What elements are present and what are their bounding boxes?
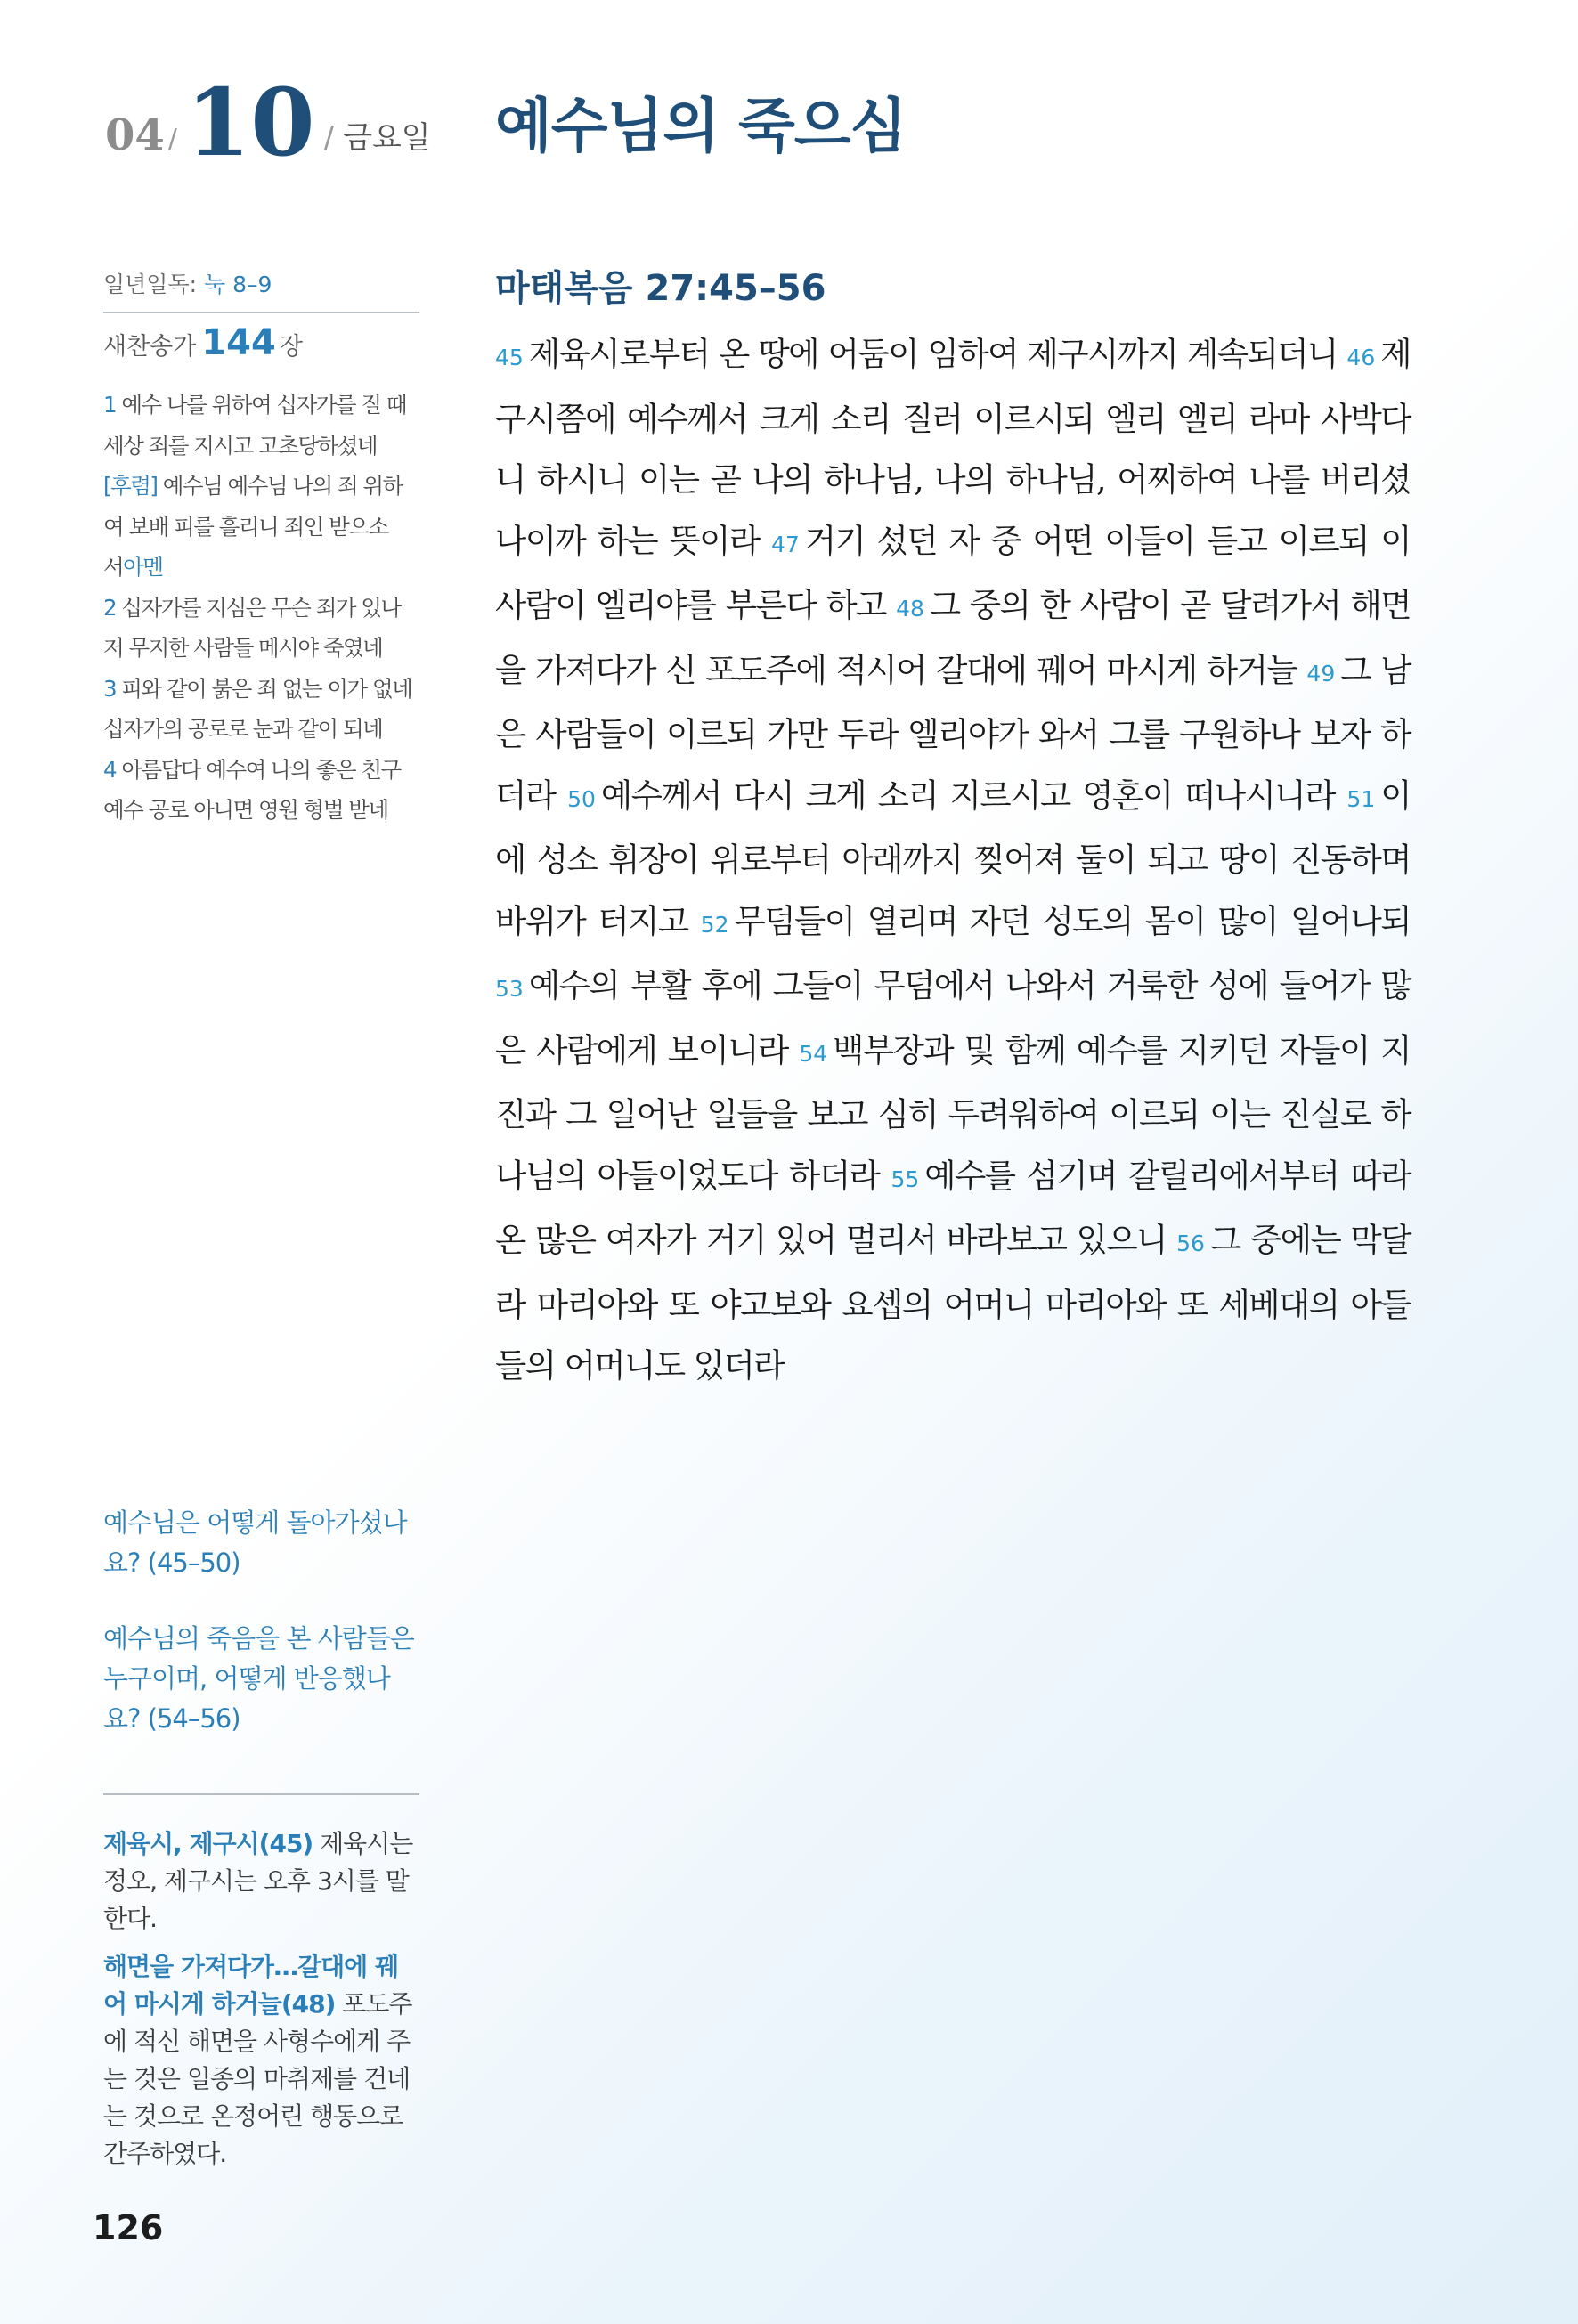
hymn-line xyxy=(103,750,419,791)
divider xyxy=(103,312,419,313)
verse-number: 1 xyxy=(103,392,122,418)
page-number: 126 xyxy=(93,2208,164,2247)
note-term: 제육시, 제구시(45) xyxy=(103,1829,313,1858)
verse-number: 52 xyxy=(700,911,729,938)
verse-text: 그 중에는 막달라 마리아와 또 야고보와 요셉의 어머니 마리아와 또 세베대의 아들들의 어머니도 있더라 xyxy=(495,1221,1411,1385)
verse-text: 거기 섰던 자 중 어떤 이들이 듣고 이르되 이 사람이 엘리야를 부른다 하고 xyxy=(495,521,1411,624)
verse-text: 무덤들이 열리며 자던 성도의 몸이 많이 일어나되 xyxy=(734,901,1411,940)
word-notes xyxy=(103,1825,419,2183)
hymn-line xyxy=(103,628,419,669)
day: 10 xyxy=(185,68,315,177)
hymn-line xyxy=(103,385,419,426)
verse-number: 56 xyxy=(1176,1231,1205,1256)
verse-text: 제구시쯤에 예수께서 크게 소리 질러 이르시되 엘리 엘리 라마 사박다니 하시니 이는 곧 나의 하나님, 나의 하나님, 어찌하여 나를 버리셨나이까 하는 뜻이라 xyxy=(495,335,1411,560)
verse-number: 55 xyxy=(891,1166,920,1192)
hymn-line-text: 예수 나를 위하여 십자가를 질 때 xyxy=(121,392,406,418)
verse-number: 46 xyxy=(1346,345,1376,370)
verse-text: 예수를 섬기며 갈릴리에서부터 따라온 많은 여자가 거기 있어 멀리서 바라보고 있으니 xyxy=(495,1156,1411,1259)
verse-number: 45 xyxy=(495,345,524,370)
verse-number: 51 xyxy=(1346,785,1376,812)
hymn-header xyxy=(103,322,419,363)
hymn-suffix: 장 xyxy=(279,333,303,361)
hymn-line xyxy=(103,790,419,831)
reading-plan-ref: 눅 8–9 xyxy=(204,272,272,297)
verse-number: 48 xyxy=(896,596,924,622)
verse-number: 53 xyxy=(495,976,524,1002)
verse-number: 2 xyxy=(103,594,122,621)
hymn-line-text: 세상 죄를 지시고 고초당하셨네 xyxy=(103,432,378,459)
amen-label: 아멘 xyxy=(123,554,163,580)
hymn-prefix: 새찬송가 xyxy=(103,333,197,361)
hymn-number: 144 xyxy=(201,322,276,363)
hymn-line-text: 피와 같이 붉은 죄 없는 이가 없네 xyxy=(121,675,412,702)
hymn-line xyxy=(103,426,419,467)
hymn-line xyxy=(103,547,419,588)
verse-text: 그 남은 사람들이 이르되 가만 두라 엘리야가 와서 그를 구원하나 보자 하더라 xyxy=(495,650,1411,815)
verse-number: 47 xyxy=(770,531,800,557)
study-questions xyxy=(103,1503,419,1775)
verse-text: 백부장과 및 함께 예수를 지키던 자들이 지진과 그 일어난 일들을 보고 심히 두려워하여 이르되 이는 진실로 하나님의 아들이었도다 하더라 xyxy=(495,1030,1411,1195)
hymn-line xyxy=(103,507,419,548)
hymn-line-text: 서 xyxy=(103,554,124,580)
verse-text: 예수의 부활 후에 그들이 무덤에서 나와서 거룩한 성에 들어가 많은 사람에게 보이니라 xyxy=(495,966,1411,1069)
note-text: 제육시는 정오, 제구시는 오후 3시를 말한다. xyxy=(103,1829,413,1933)
scripture-text xyxy=(495,324,1411,1397)
hymn-line xyxy=(103,588,419,629)
passage-reference: 마태복음 27:45–56 xyxy=(495,268,826,309)
hymn-line-text: 예수 공로 아니면 영원 형벌 받네 xyxy=(103,797,388,823)
hymn-lyrics xyxy=(103,385,419,831)
question: 예수님의 죽음을 본 사람들은 누구이며, 어떻게 반응했나요? (54–56) xyxy=(103,1623,414,1734)
hymn-line-text: 아름답다 예수여 나의 좋은 친구 xyxy=(121,756,401,783)
hymn-line-text: 십자가의 공로로 눈과 같이 되네 xyxy=(103,716,383,742)
note xyxy=(103,1948,419,2173)
verse-number: 54 xyxy=(799,1040,828,1067)
verse-number: 50 xyxy=(567,785,596,812)
hymn-line-text: 여 보배 피를 흘리니 죄인 받으소 xyxy=(103,513,388,540)
date-separator: / xyxy=(167,124,177,155)
date-header xyxy=(105,68,431,177)
verse-text: 제육시로부터 온 땅에 어둠이 임하여 제구시까지 계속되더니 xyxy=(528,335,1338,373)
question: 예수님은 어떻게 돌아가셨나요? (45–50) xyxy=(103,1507,407,1578)
note xyxy=(103,1825,419,1938)
note-text: 포도주에 적신 해면을 사형수에게 주는 것은 일종의 마취제를 건네는 것으로 온정어린 행동으로 간주하였다. xyxy=(103,1989,412,2168)
reading-plan-label: 일년일독: xyxy=(103,272,198,297)
verse-number: 49 xyxy=(1306,660,1336,687)
note-term: 해면을 가져다가…갈대에 꿰어 마시게 하거늘(48) xyxy=(103,1952,399,2019)
month: 04 xyxy=(105,110,165,160)
hymn-line-text: 예수님 예수님 나의 죄 위하 xyxy=(162,473,403,499)
verse-number: 3 xyxy=(103,675,122,702)
hymn-line xyxy=(103,709,419,750)
hymn-line-text: 저 무지한 사람들 메시야 죽였네 xyxy=(103,635,383,661)
refrain-label: [후렴] xyxy=(103,473,163,499)
hymn-line xyxy=(103,466,419,507)
weekday: / 금요일 xyxy=(323,120,431,156)
reading-plan xyxy=(103,267,419,299)
weekday-label: 금요일 xyxy=(343,120,431,156)
verse-text: 그 중의 한 사람이 곧 달려가서 해면을 가져다가 신 포도주에 적시어 갈대에 꿰어 마시게 하거늘 xyxy=(495,586,1411,689)
divider xyxy=(103,1793,419,1795)
verse-text: 이에 성소 휘장이 위로부터 아래까지 찢어져 둘이 되고 땅이 진동하며 바위가 터지고 xyxy=(495,776,1411,940)
hymn-line xyxy=(103,669,419,710)
hymn-line-text: 십자가를 지심은 무슨 죄가 있나 xyxy=(121,594,401,621)
page-title: 예수님의 죽으심 xyxy=(495,92,907,160)
verse-text: 예수께서 다시 크게 소리 지르시고 영혼이 떠나시니라 xyxy=(600,776,1335,815)
verse-number: 4 xyxy=(103,756,122,783)
